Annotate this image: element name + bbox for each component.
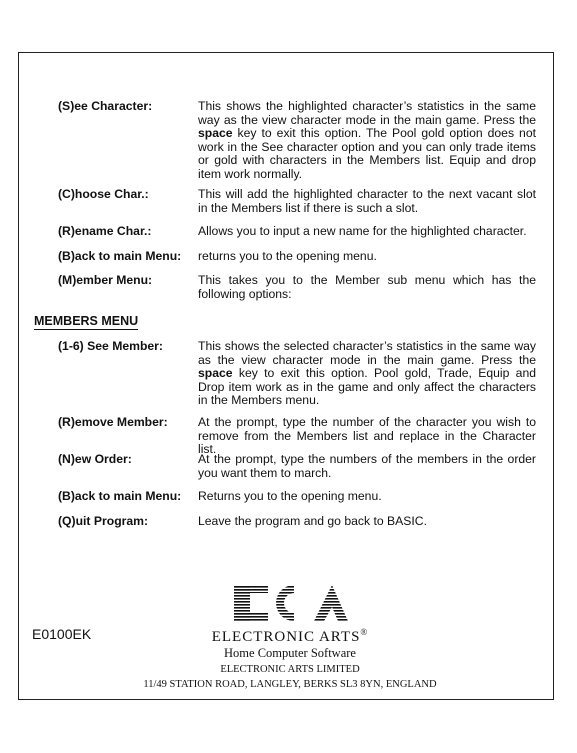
company-limited: ELECTRONIC ARTS LIMITED xyxy=(220,664,360,675)
entry-label: (1-6) See Member: xyxy=(58,339,163,353)
entry-description: This shows the highlighted character’s statistics in the same way as the view character mode in the main game. Press the space key to exit this option. The Pool gold option does not work in the See character option and you can only trade items or gold with characters in the Members list. Equip and drop item work normally. xyxy=(198,99,536,181)
entry-label: (N)ew Order: xyxy=(58,452,132,466)
entry-description: This shows the selected character’s statistics in the same way as the view character mode in the main game. Press the space key to exit this option. Pool gold, Trade, Equip and Drop item work as in the game and only affect the characters in the Members menu. xyxy=(198,339,536,408)
entry-label: (M)ember Menu: xyxy=(58,273,153,287)
entry-label: (C)hoose Char.: xyxy=(58,187,149,201)
entry-label: (B)ack to main Menu: xyxy=(58,249,182,263)
members-menu-heading: MEMBERS MENU xyxy=(34,314,139,328)
entry-description: This takes you to the Member sub menu which has the following options: xyxy=(198,273,536,301)
entry-label: (S)ee Character: xyxy=(58,99,153,113)
entry-description: This will add the highlighted character to the next vacant slot in the Members list if there is such a slot. xyxy=(198,187,536,215)
entry-description: Leave the program and go back to BASIC. xyxy=(198,514,427,528)
entry-label: (R)emove Member: xyxy=(58,415,168,429)
entry-description: Allows you to input a new name for the highlighted character. xyxy=(198,224,527,238)
company-name: ELECTRONIC ARTS® xyxy=(211,627,369,645)
product-code: E0100EK xyxy=(32,626,92,642)
entry-description: At the prompt, type the number of the character you wish to remove from the Members list and replace in the Character list. xyxy=(198,415,536,457)
company-address: 11/49 STATION ROAD, LANGLEY, BERKS SL3 8YN, ENGLAND xyxy=(143,679,437,690)
entry-description: returns you to the opening menu. xyxy=(198,249,377,263)
entry-description: At the prompt, type the numbers of the members in the order you want them to march. xyxy=(198,452,536,480)
entry-description: Returns you to the opening menu. xyxy=(198,489,382,503)
company-tagline: Home Computer Software xyxy=(224,646,356,660)
entry-label: (Q)uit Program: xyxy=(58,514,149,528)
registered-mark: ® xyxy=(360,627,369,637)
electronic-arts-logo xyxy=(232,583,350,628)
entry-label: (R)ename Char.: xyxy=(58,224,152,238)
entry-label: (B)ack to main Menu: xyxy=(58,489,182,503)
